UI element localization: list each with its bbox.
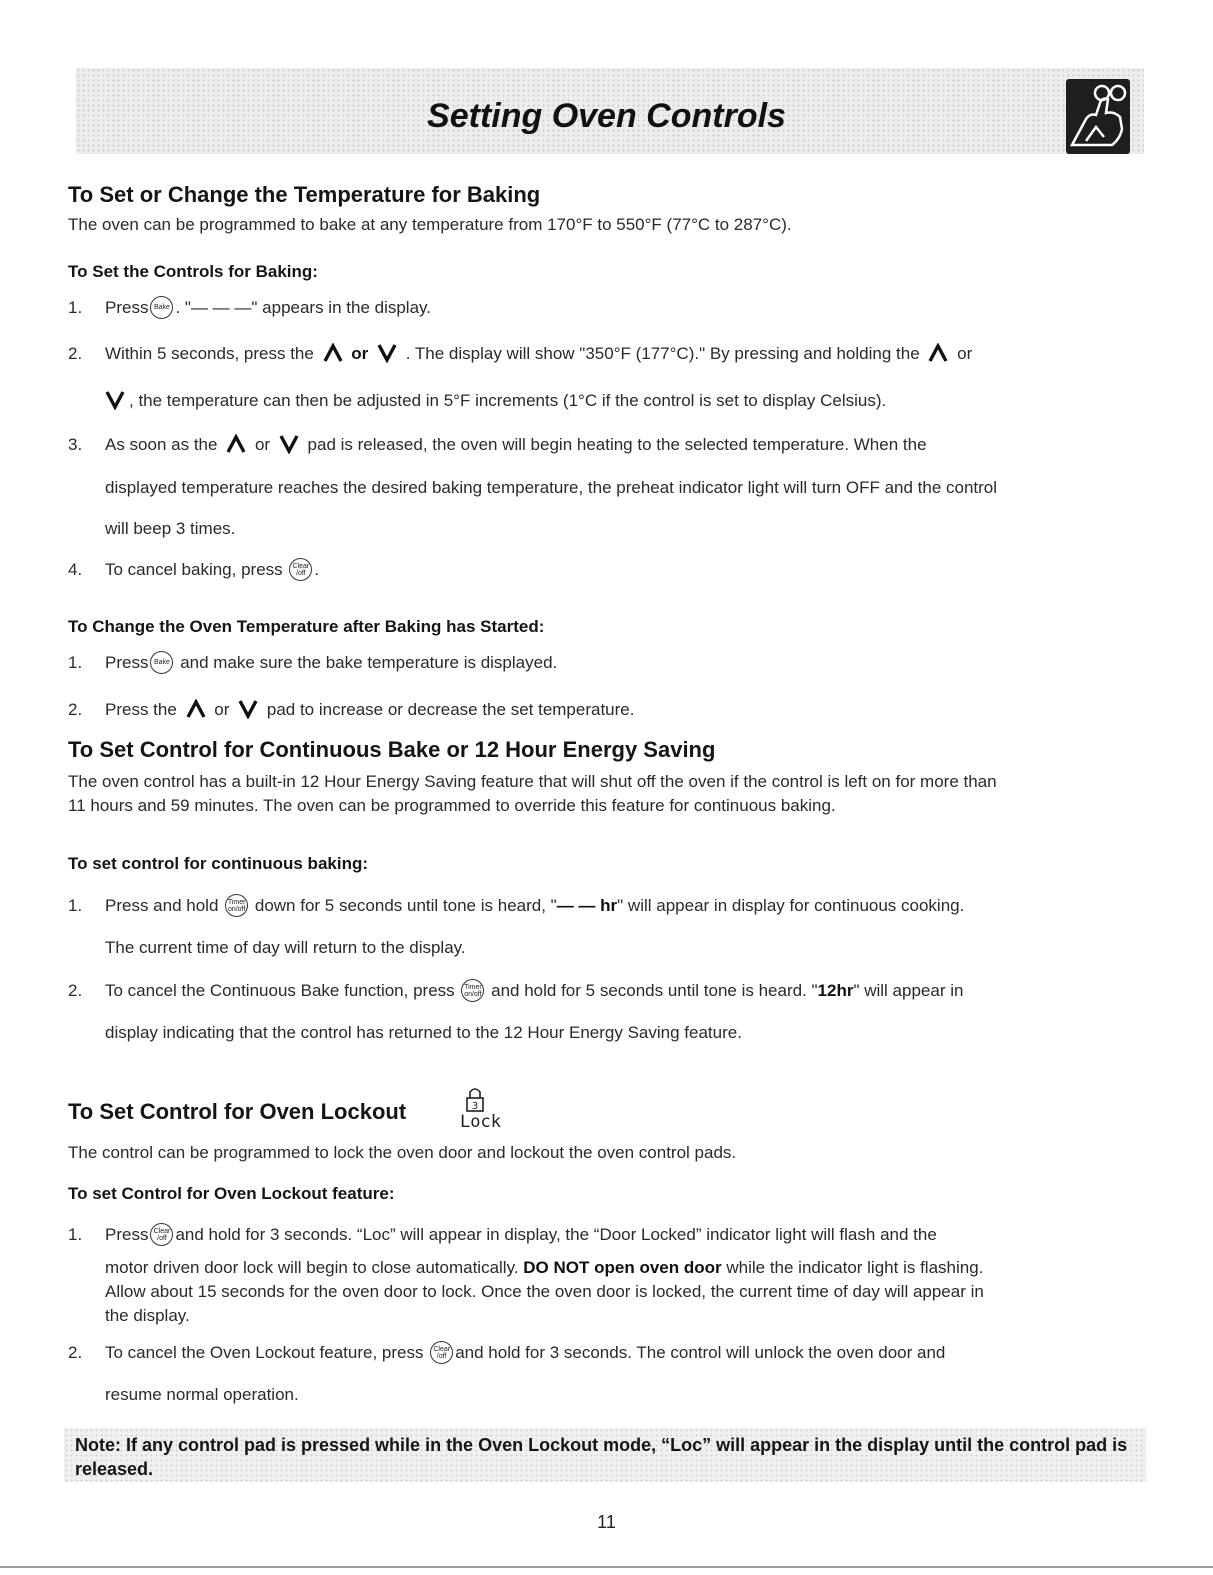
lockout-step-1-line-4: the display.	[105, 1306, 190, 1325]
baking-step-3-line-3: will beep 3 times.	[105, 519, 236, 538]
bake-pad-icon: Bake	[150, 651, 173, 674]
lock-pad-number: 3	[471, 1101, 479, 1112]
change-step-2: Press the or pad to increase or decrease the set temperature.	[105, 700, 635, 719]
down-arrow-pad-icon	[105, 390, 125, 410]
up-arrow-pad-icon	[928, 343, 948, 363]
baking-controls-heading: To Set the Controls for Baking:	[68, 262, 318, 281]
continuous-step-2: To cancel the Continuous Bake function, press Timer on/off and hold for 5 seconds until tone is heard. "12hr" will appear in	[105, 980, 963, 1003]
step-number: 1.	[68, 1225, 83, 1244]
step-number: 1.	[68, 896, 83, 915]
up-arrow-pad-icon	[323, 343, 343, 363]
baking-step-2-continued: , the temperature can then be adjusted in 5°F increments (1°C if the control is set to display Celsius).	[105, 390, 886, 412]
baking-step-1: Press Bake . "— — —" appears in the display.	[105, 297, 431, 320]
section-heading-lockout: To Set Control for Oven Lockout	[68, 1099, 407, 1124]
up-arrow-pad-icon	[186, 699, 206, 719]
lockout-step-1-line-3: Allow about 15 seconds for the oven door to lock. Once the oven door is locked, the current time of day will appear in	[105, 1282, 984, 1301]
lockout-step-2-line-2: resume normal operation.	[105, 1385, 299, 1404]
down-arrow-pad-icon	[377, 343, 397, 363]
down-arrow-pad-icon	[279, 434, 299, 454]
baking-intro: The oven can be programmed to bake at any temperature from 170°F to 550°F (77°C to 287°C).	[68, 215, 792, 234]
bake-pad-icon: Bake	[150, 296, 173, 319]
step-number: 4.	[68, 560, 83, 579]
page-title: Setting Oven Controls	[427, 97, 786, 135]
timer-on-off-pad-icon: Timer on/off	[225, 894, 248, 917]
step-number: 1.	[68, 298, 83, 317]
change-step-1: Press Bake and make sure the bake temperature is displayed.	[105, 652, 557, 675]
step-number: 2.	[68, 981, 83, 1000]
lock-pad-label: Lock	[460, 1112, 501, 1132]
step-number: 2.	[68, 700, 83, 719]
lockout-sub-heading: To set Control for Oven Lockout feature:	[68, 1184, 395, 1203]
change-temp-heading: To Change the Oven Temperature after Baking has Started:	[68, 617, 545, 636]
lockout-step-1: Press Clear /off and hold for 3 seconds. “Loc” will appear in display, the “Door Locked” indicator light will flash and the	[105, 1224, 937, 1247]
section-heading-continuous: To Set Control for Continuous Bake or 12 Hour Energy Saving	[68, 737, 716, 762]
hand-touch-pad-icon	[1066, 79, 1130, 154]
continuous-intro-line-2: 11 hours and 59 minutes. The oven can be programmed to override this feature for continuous baking.	[68, 796, 836, 815]
baking-step-3: As soon as the or pad is released, the oven will begin heating to the selected temperature. When the	[105, 435, 927, 454]
step-number: 2.	[68, 1343, 83, 1362]
section-heading-baking: To Set or Change the Temperature for Baking	[68, 182, 541, 207]
clear-off-pad-icon: Clear /off	[150, 1223, 173, 1246]
lockout-intro: The control can be programmed to lock the oven door and lockout the oven control pads.	[68, 1143, 737, 1162]
timer-on-off-pad-icon: Timer on/off	[461, 979, 484, 1002]
step-number: 1.	[68, 653, 83, 672]
lockout-step-1-line-2: motor driven door lock will begin to close automatically. DO NOT open oven door while the indicator light is flashing.	[105, 1258, 984, 1277]
continuous-step-1: Press and hold Timer on/off down for 5 seconds until tone is heard, "— — hr" will appear in display for continuous cooking.	[105, 895, 964, 918]
baking-step-3-line-2: displayed temperature reaches the desired baking temperature, the preheat indicator light will turn OFF and the control	[105, 478, 998, 497]
continuous-sub-heading: To set control for continuous baking:	[68, 854, 369, 873]
lockout-step-2: To cancel the Oven Lockout feature, press Clear /off and hold for 3 seconds. The control will unlock the oven door and	[105, 1342, 945, 1365]
clear-off-pad-icon: Clear /off	[430, 1341, 453, 1364]
clear-off-pad-icon: Clear /off	[289, 558, 312, 581]
page-number: 11	[597, 1512, 616, 1532]
baking-step-4: To cancel baking, press Clear /off .	[105, 559, 319, 582]
continuous-step-2-line-2: display indicating that the control has returned to the 12 Hour Energy Saving feature.	[105, 1023, 742, 1042]
up-arrow-pad-icon	[226, 434, 246, 454]
down-arrow-pad-icon	[238, 699, 258, 719]
continuous-step-1-line-2: The current time of day will return to the display.	[105, 938, 466, 957]
continuous-intro-line-1: The oven control has a built-in 12 Hour Energy Saving feature that will shut off the oven if the control is left on for more than	[68, 772, 997, 791]
bottom-rule	[0, 1566, 1213, 1568]
lockout-note: Note: If any control pad is pressed while in the Oven Lockout mode, “Loc” will appear in the display until the control pad is released.	[75, 1435, 1128, 1479]
baking-step-2: Within 5 seconds, press the or . The display will show "350°F (177°C)." By pressing and holding the or	[105, 344, 973, 363]
step-number: 2.	[68, 344, 83, 363]
step-number: 3.	[68, 435, 83, 454]
